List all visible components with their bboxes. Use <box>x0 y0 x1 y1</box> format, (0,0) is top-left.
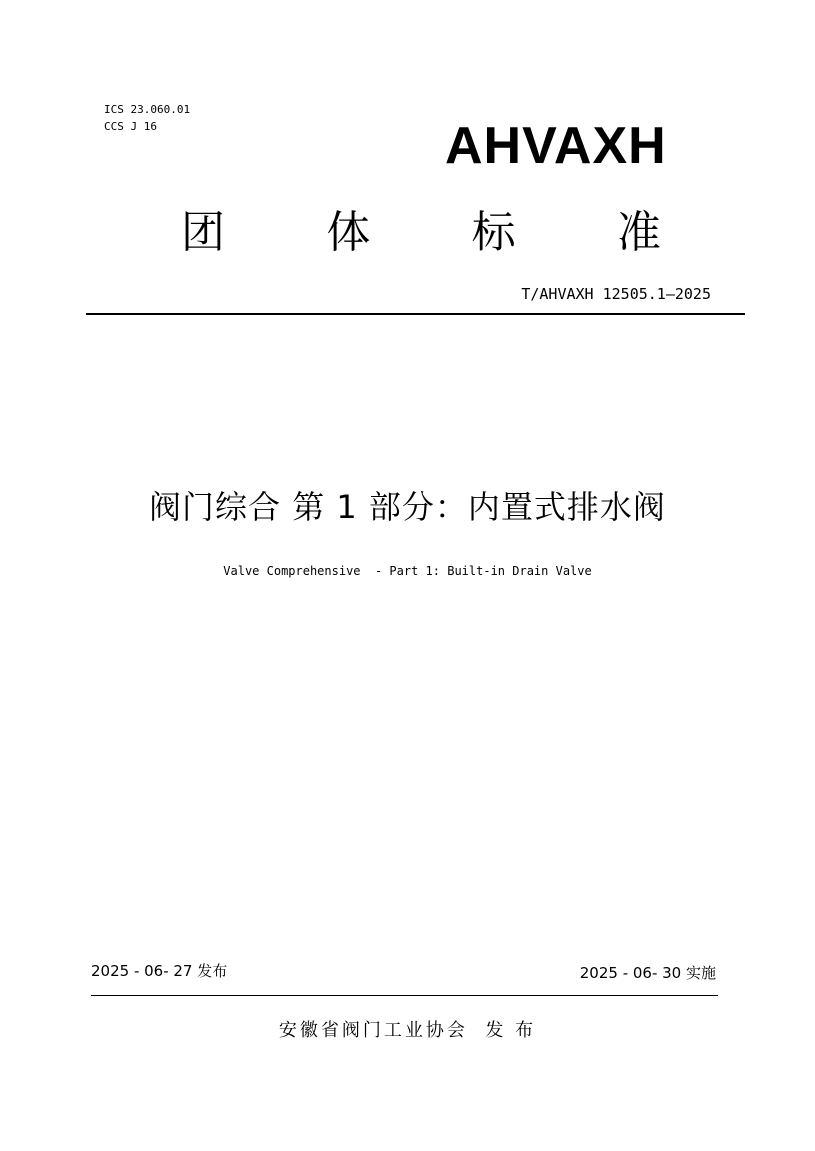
implementation-date: 2025 - 06- 30 实施 <box>579 964 716 982</box>
document-title-english: Valve Comprehensive - Part 1: Built-in Drain Valve <box>223 564 592 578</box>
publish-date: 2025 - 06- 27 发布 <box>91 962 228 980</box>
association-logo-text: AHVAXH <box>445 117 667 175</box>
ccs-code: CCS J 16 <box>104 120 157 133</box>
standard-type-heading <box>181 203 661 263</box>
publisher-line: 安徽省阀门工业协会 发 布 <box>278 1020 537 1041</box>
classification-block <box>104 101 190 135</box>
footer-divider <box>91 995 718 996</box>
standard-number: T/AHVAXH 12505.1—2025 <box>521 285 711 303</box>
header-divider <box>86 313 745 315</box>
standard-type-char: 团 <box>181 207 225 258</box>
standard-type-char: 体 <box>326 207 371 258</box>
standard-type-char: 准 <box>616 207 661 258</box>
ics-code: ICS 23.060.01 <box>104 103 191 116</box>
standard-type-char: 标 <box>471 207 516 258</box>
document-title-chinese: 阀门综合 第 1 部分：内置式排水阀 <box>149 488 666 526</box>
